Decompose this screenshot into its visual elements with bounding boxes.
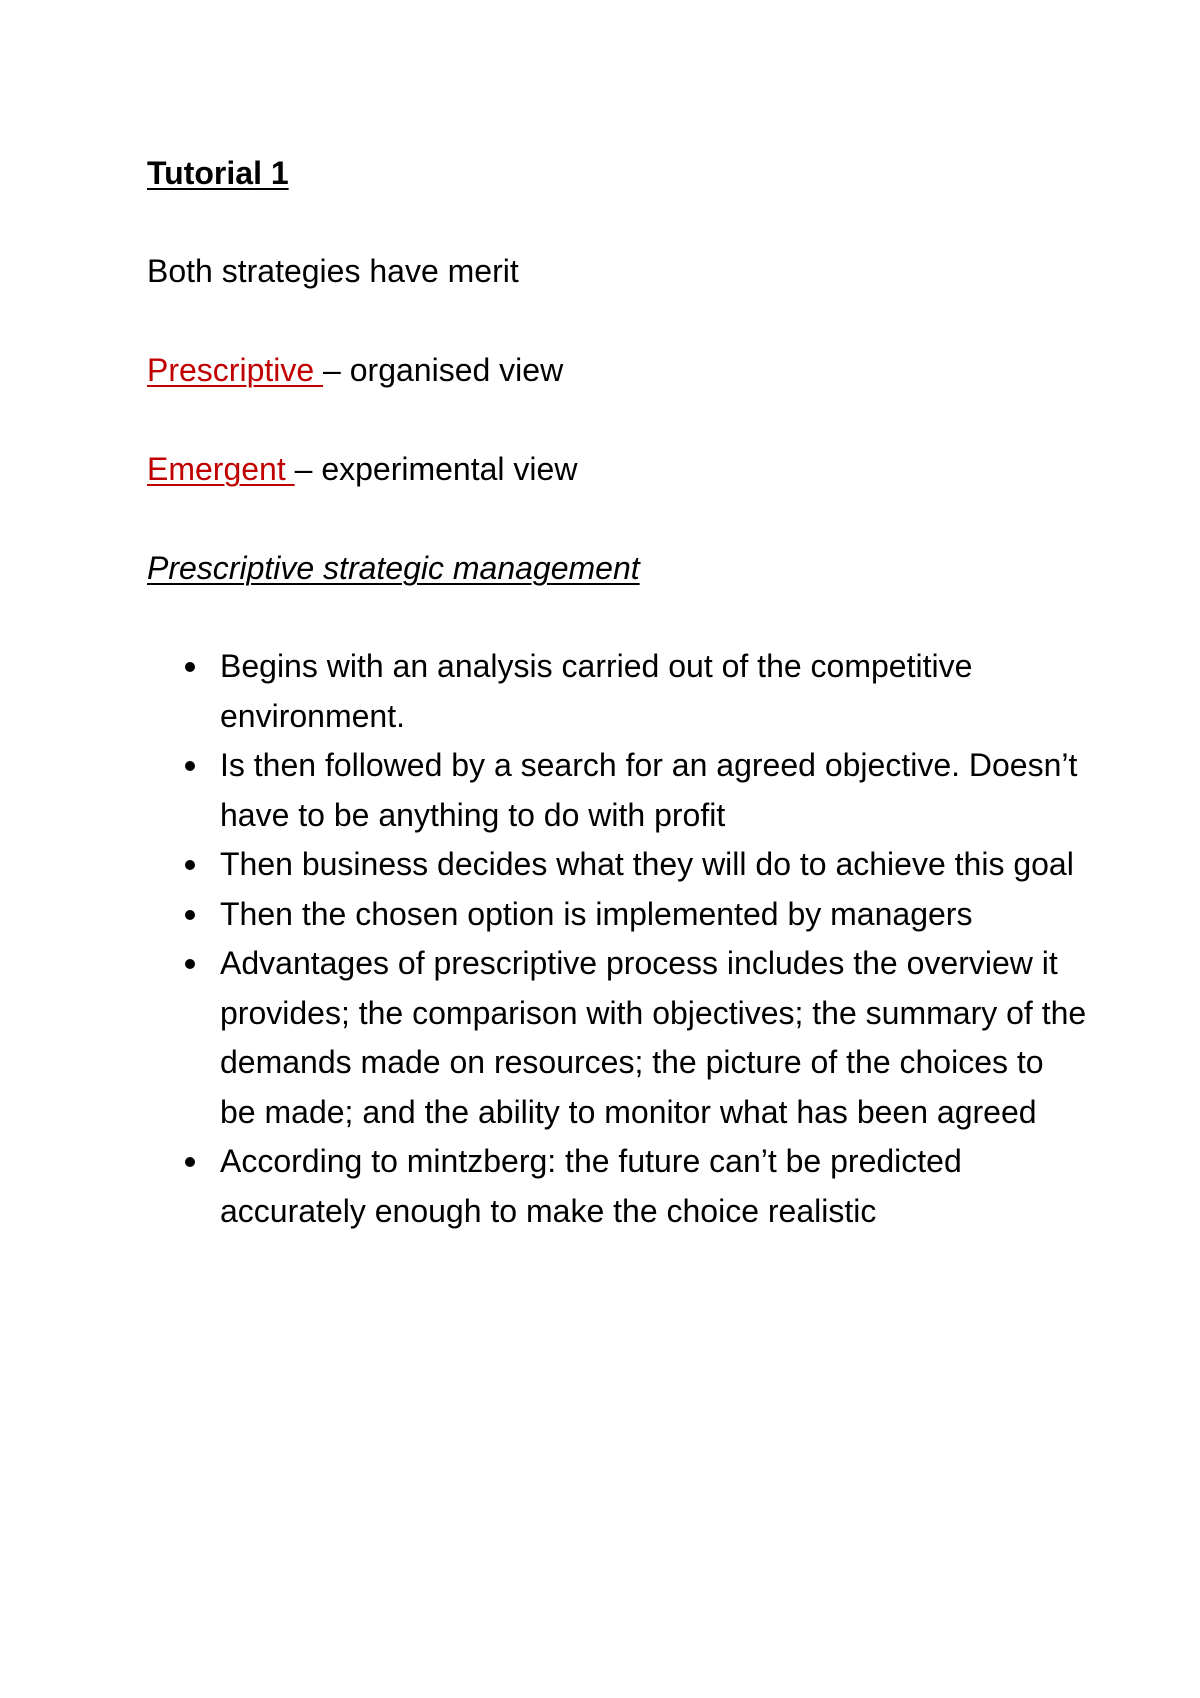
definition-separator: – [323, 352, 350, 388]
definition-term-emergent: Emergent [147, 451, 295, 487]
list-item [147, 939, 1087, 1137]
list-item-text: Then business decides what they will do to achieve this goal [220, 846, 1074, 882]
definition-description-prescriptive: organised view [349, 352, 564, 388]
section-subheading: Prescriptive strategic management [147, 550, 640, 586]
bullet-list [147, 642, 1087, 1236]
document-title: Tutorial 1 [147, 155, 289, 191]
definition-separator: – [294, 451, 322, 487]
definition-prescriptive [147, 345, 563, 395]
intro-text: Both strategies have merit [147, 253, 519, 289]
list-item-text: Begins with an analysis carried out of the competitive environment. [220, 648, 973, 734]
bullet-icon [185, 959, 195, 969]
bullet-icon [185, 910, 195, 920]
list-item-text: Advantages of prescriptive process includes the overview it provides; the comparison with objectives; the summary of the demands made on resources; the picture of the choices to be made; and the ability to monitor what has been agreed [220, 945, 1087, 1130]
list-item [147, 890, 1087, 940]
bullet-icon [185, 860, 195, 870]
bullet-icon [185, 761, 195, 771]
list-item [147, 840, 1087, 890]
definition-term-prescriptive: Prescriptive [147, 352, 324, 388]
definition-description-emergent: experimental view [321, 451, 578, 487]
list-item-text: According to mintzberg: the future can’t be predicted accurately enough to make the choice realistic [220, 1143, 962, 1229]
list-item [147, 642, 1087, 741]
definition-emergent [147, 444, 577, 494]
list-item [147, 1137, 1087, 1236]
list-item [147, 741, 1087, 840]
list-item-text: Is then followed by a search for an agreed objective. Doesn’t have to be anything to do with profit [220, 747, 1078, 833]
bullet-icon [185, 662, 195, 672]
list-item-text: Then the chosen option is implemented by managers [220, 895, 973, 932]
bullet-icon [185, 1157, 195, 1167]
